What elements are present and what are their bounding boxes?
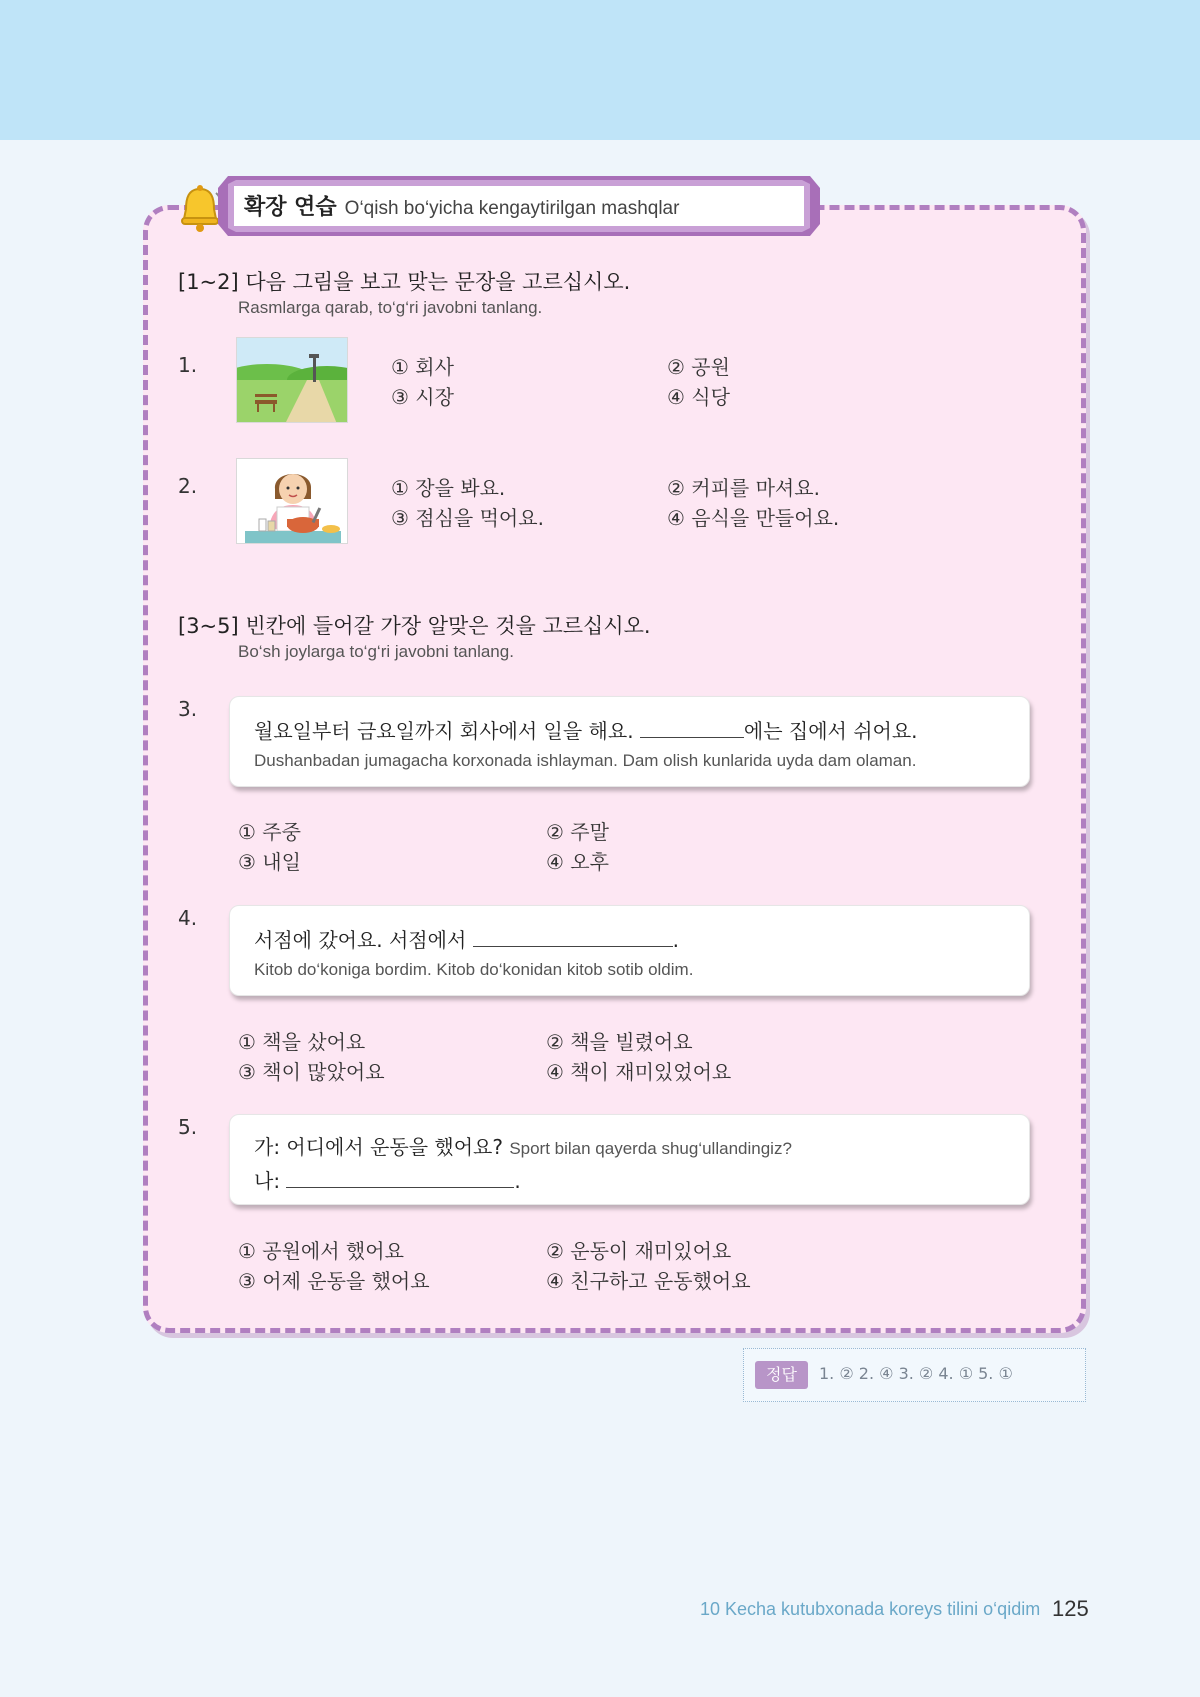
question-5-line-2 (254, 1165, 521, 1194)
section2-instruction-korean: [3~5] 빈칸에 들어갈 가장 알맞은 것을 고르십시오. (178, 614, 651, 638)
question-5-line-1 (254, 1131, 792, 1160)
cooking-image (236, 458, 348, 544)
question-3-sentence (254, 715, 918, 744)
q1-option-1[interactable]: ① 회사 (391, 355, 454, 379)
q4-option-4[interactable]: ④ 책이 재미있었어요 (546, 1060, 732, 1084)
q5-blank (286, 1170, 514, 1188)
q2-option-1[interactable]: ① 장을 봐요. (391, 476, 506, 500)
q3-blank (640, 720, 744, 738)
chapter-footer: 10 Kecha kutubxonada koreys tilini o‘qidim (700, 1599, 1041, 1619)
page-number: 125 (1052, 1596, 1089, 1621)
q4-text-after: . (672, 928, 679, 952)
q4-option-1[interactable]: ① 책을 샀어요 (238, 1030, 366, 1054)
q3-text-after: 에는 집에서 쉬어요. (743, 719, 918, 743)
q3-option-3[interactable]: ③ 내일 (238, 850, 301, 874)
q4-text-before: 서점에 갔어요. 서점에서 (254, 928, 473, 952)
section-title-korean: 확장 연습 (244, 195, 337, 220)
section2-instruction-uzbek: Bo‘sh joylarga to‘g‘ri javobni tanlang. (238, 642, 514, 661)
question-5-box (229, 1114, 1030, 1205)
q5-line1-korean: 가: 어디에서 운동을 했어요? (254, 1135, 503, 1159)
title-ribbon (218, 176, 820, 236)
q5-option-3[interactable]: ③ 어제 운동을 했어요 (238, 1269, 430, 1293)
q2-option-3[interactable]: ③ 점심을 먹어요. (391, 506, 544, 530)
q1-option-3[interactable]: ③ 시장 (391, 385, 454, 409)
cooking-woman-illustration (237, 459, 348, 544)
q5-line1-uzbek: Sport bilan qayerda shug‘ullandingiz? (509, 1139, 792, 1158)
q2-option-2[interactable]: ② 커피를 마셔요. (667, 476, 820, 500)
q5-option-1[interactable]: ① 공원에서 했어요 (238, 1239, 404, 1263)
q3-option-2[interactable]: ② 주말 (546, 820, 609, 844)
q5-option-4[interactable]: ④ 친구하고 운동했어요 (546, 1269, 751, 1293)
answer-key-label: 정답 (755, 1361, 808, 1389)
q3-option-1[interactable]: ① 주중 (238, 820, 301, 844)
question-4-translation: Kitob do‘koniga bordim. Kitob do‘konidan kitob sotib oldim. (254, 960, 694, 979)
q1-option-2[interactable]: ② 공원 (667, 355, 730, 379)
question-3-number: 3. (178, 697, 198, 721)
q4-option-3[interactable]: ③ 책이 많았어요 (238, 1060, 385, 1084)
q2-option-4[interactable]: ④ 음식을 만들어요. (667, 506, 840, 530)
q3-option-4[interactable]: ④ 오후 (546, 850, 609, 874)
question-4-box (229, 905, 1030, 996)
park-illustration (237, 338, 348, 423)
question-2-number: 2. (178, 474, 198, 498)
q5-line2-period: . (514, 1169, 521, 1193)
question-5-number: 5. (178, 1115, 198, 1139)
q5-line2-speaker: 나: (254, 1169, 287, 1193)
q4-blank (473, 929, 673, 947)
section1-instruction-uzbek: Rasmlarga qarab, to‘g‘ri javobni tanlang. (238, 298, 543, 317)
section1-instruction-korean: [1~2] 다음 그림을 보고 맞는 문장을 고르십시오. (178, 270, 631, 294)
q4-option-2[interactable]: ② 책을 빌렸어요 (546, 1030, 693, 1054)
question-1-number: 1. (178, 353, 198, 377)
section-title-uzbek: O‘qish bo‘yicha kengaytirilgan mashqlar (344, 198, 680, 219)
park-image (236, 337, 348, 423)
top-color-band (0, 0, 1200, 140)
q1-option-4[interactable]: ④ 식당 (667, 385, 730, 409)
question-4-sentence (254, 924, 679, 953)
answer-key-box (743, 1348, 1086, 1402)
answer-key-values: 1. ② 2. ④ 3. ② 4. ① 5. ① (819, 1364, 1013, 1383)
q3-text-before: 월요일부터 금요일까지 회사에서 일을 해요. (254, 719, 640, 743)
q5-option-2[interactable]: ② 운동이 재미있어요 (546, 1239, 732, 1263)
question-3-translation: Dushanbadan jumagacha korxonada ishlayman. Dam olish kunlarida uyda dam olaman. (254, 751, 917, 770)
question-4-number: 4. (178, 906, 198, 930)
question-3-box (229, 696, 1030, 787)
